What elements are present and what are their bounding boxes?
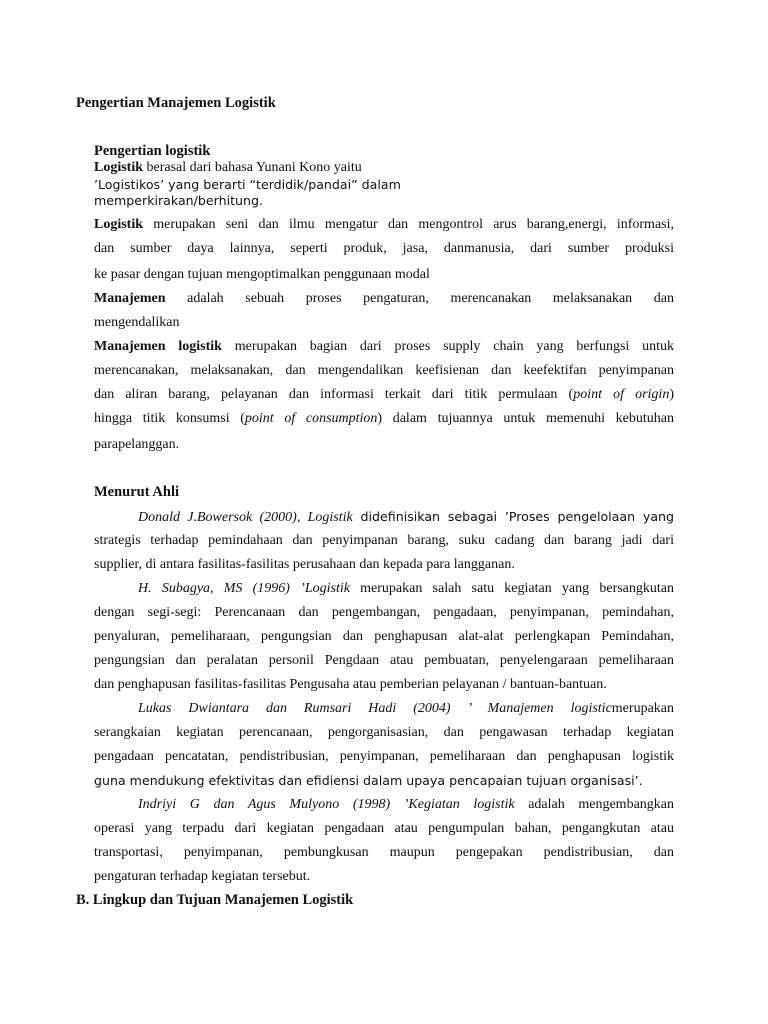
paragraph-line: penyaluran, pemeliharaan, pengungsian dan penghapusan alat-alat perlengkapan Pemindahan, (94, 629, 674, 644)
paragraph-line: pengaturan terhadap kegiatan tersebut. (94, 869, 311, 884)
paragraph-line: dengan segi-segi: Perencanaan dan pengembangan, pengadaan, penyimpanan, pemindahan, (94, 605, 674, 620)
paragraph-line: operasi yang terpadu dari kegiatan pengadaan atau pengumpulan bahan, pengangkutan atau (94, 821, 674, 836)
paragraph-line: transportasi, penyimpanan, pembungkusan maupun pengepakan pendistribusian, dan (94, 845, 674, 860)
paragraph-line: Manajemen logistik merupakan bagian dari proses supply chain yang berfungsi untuk (94, 339, 674, 354)
paragraph-line: pengungsian dan peralatan personil Pengdaan atau pembuatan, penyelengaraan pemeliharaan (94, 653, 674, 668)
paragraph-line: H. Subagya, MS (1996) ’Logistik merupakan salah satu kegiatan yang bersangkutan (138, 581, 674, 596)
paragraph-line: dan aliran barang, pelayanan dan informasi terkait dari titik permulaan (point of origin) (94, 387, 674, 402)
paragraph-line: Logistik berasal dari bahasa Yunani Kono yaitu (94, 160, 362, 175)
paragraph-line: Donald J.Bowersok (2000), Logistik didefinisikan sebagai ’Proses pengelolaan yang (138, 509, 674, 525)
heading-pengertian-logistik: Pengertian logistik (94, 143, 211, 159)
paragraph-line: mengendalikan (94, 315, 180, 330)
paragraph-line: ke pasar dengan tujuan mengoptimalkan penggunaan modal (94, 267, 430, 282)
paragraph-line: dan penghapusan fasilitas-fasilitas Pengusaha atau pemberian pelayanan / bantuan-bantuan. (94, 677, 607, 692)
paragraph-line: parapelanggan. (94, 437, 180, 452)
paragraph-line: Manajemen adalah sebuah proses pengaturan, merencanakan melaksanakan dan (94, 291, 674, 306)
paragraph-line: Lukas Dwiantara dan Rumsari Hadi (2004) ’ Manajemen logisticmerupakan (138, 701, 674, 716)
paragraph-line: hingga titik konsumsi (point of consumption) dalam tujuannya untuk memenuhi kebutuhan (94, 411, 674, 426)
paragraph-line: ’Logistikos’ yang berarti “terdidik/pandai” dalam (94, 177, 401, 192)
paragraph-line: supplier, di antara fasilitas-fasilitas perusahaan dan kepada para langganan. (94, 557, 515, 572)
page-title: Pengertian Manajemen Logistik (76, 95, 276, 111)
paragraph-line: guna mendukung efektivitas dan efidiensi dalam upaya pencapaian tujuan organisasi’. (94, 773, 643, 788)
paragraph-line: merencanakan, melaksanakan, dan mengendalikan keefisienan dan keefektifan penyimpanan (94, 363, 674, 378)
section-heading-b: B. Lingkup dan Tujuan Manajemen Logistik (76, 892, 354, 908)
paragraph-line: strategis terhadap pemindahaan dan penyimpanan barang, suku cadang dan barang jadi dari (94, 533, 674, 548)
paragraph-line: serangkaian kegiatan perencanaan, pengorganisasian, dan pengawasan terhadap kegiatan (94, 725, 674, 740)
heading-menurut-ahli: Menurut Ahli (94, 484, 179, 500)
paragraph-line: pengadaan pencatatan, pendistribusian, penyimpanan, pemeliharaan dan penghapusan logistik (94, 749, 674, 764)
paragraph-line: memperkirakan/berhitung. (94, 193, 263, 208)
paragraph-line: dan sumber daya lainnya, seperti produk, jasa, danmanusia, dari sumber produksi (94, 241, 674, 256)
paragraph-line: Indriyi G dan Agus Mulyono (1998) ’Kegiatan logistik adalah mengembangkan (138, 797, 674, 812)
paragraph-line: Logistik merupakan seni dan ilmu mengatur dan mengontrol arus barang,energi, informasi, (94, 217, 674, 232)
